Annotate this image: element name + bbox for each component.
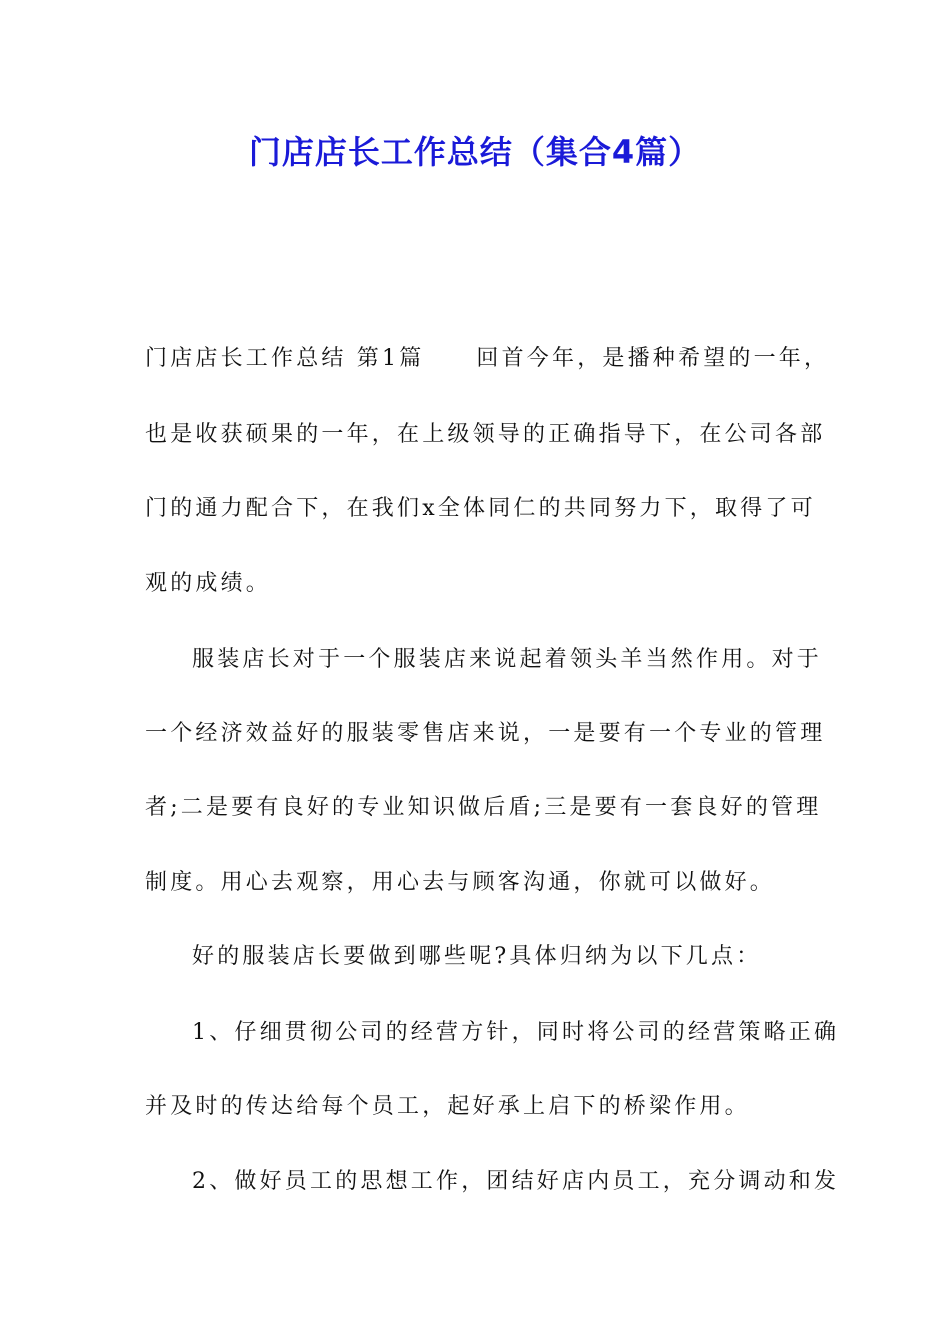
paragraph-line: 者;二是要有良好的专业知识做后盾;三是要有一套良好的管理 — [145, 795, 822, 820]
paragraph-line: 并及时的传达给每个员工，起好承上启下的桥梁作用。 — [145, 1094, 750, 1119]
list-item: 2、做好员工的思想工作，团结好店内员工，充分调动和发 — [192, 1169, 840, 1194]
paragraph-line — [145, 344, 830, 374]
paragraph-line: 门的通力配合下，在我们x全体同仁的共同努力下，取得了可 — [145, 496, 816, 521]
paragraph-line: 观的成绩。 — [145, 571, 272, 596]
paragraph-line: 好的服装店长要做到哪些呢?具体归纳为以下几点： — [192, 944, 762, 969]
paragraph-line: 制度。用心去观察，用心去与顾客沟通，你就可以做好。 — [145, 870, 776, 895]
section-heading: 门店店长工作总结 第1篇 — [145, 346, 425, 371]
paragraph-line: 也是收获硕果的一年，在上级领导的正确指导下，在公司各部 — [145, 422, 826, 447]
list-item: 1、仔细贯彻公司的经营方针，同时将公司的经营策略正确 — [192, 1020, 840, 1045]
document-title: 门店店长工作总结（集合4篇） — [248, 133, 702, 171]
paragraph-line: 一个经济效益好的服装零售店来说，一是要有一个专业的管理 — [145, 721, 826, 746]
paragraph-line: 服装店长对于一个服装店来说起着领头羊当然作用。对于 — [192, 647, 823, 672]
paragraph-text: 回首今年，是播种希望的一年， — [476, 346, 830, 371]
